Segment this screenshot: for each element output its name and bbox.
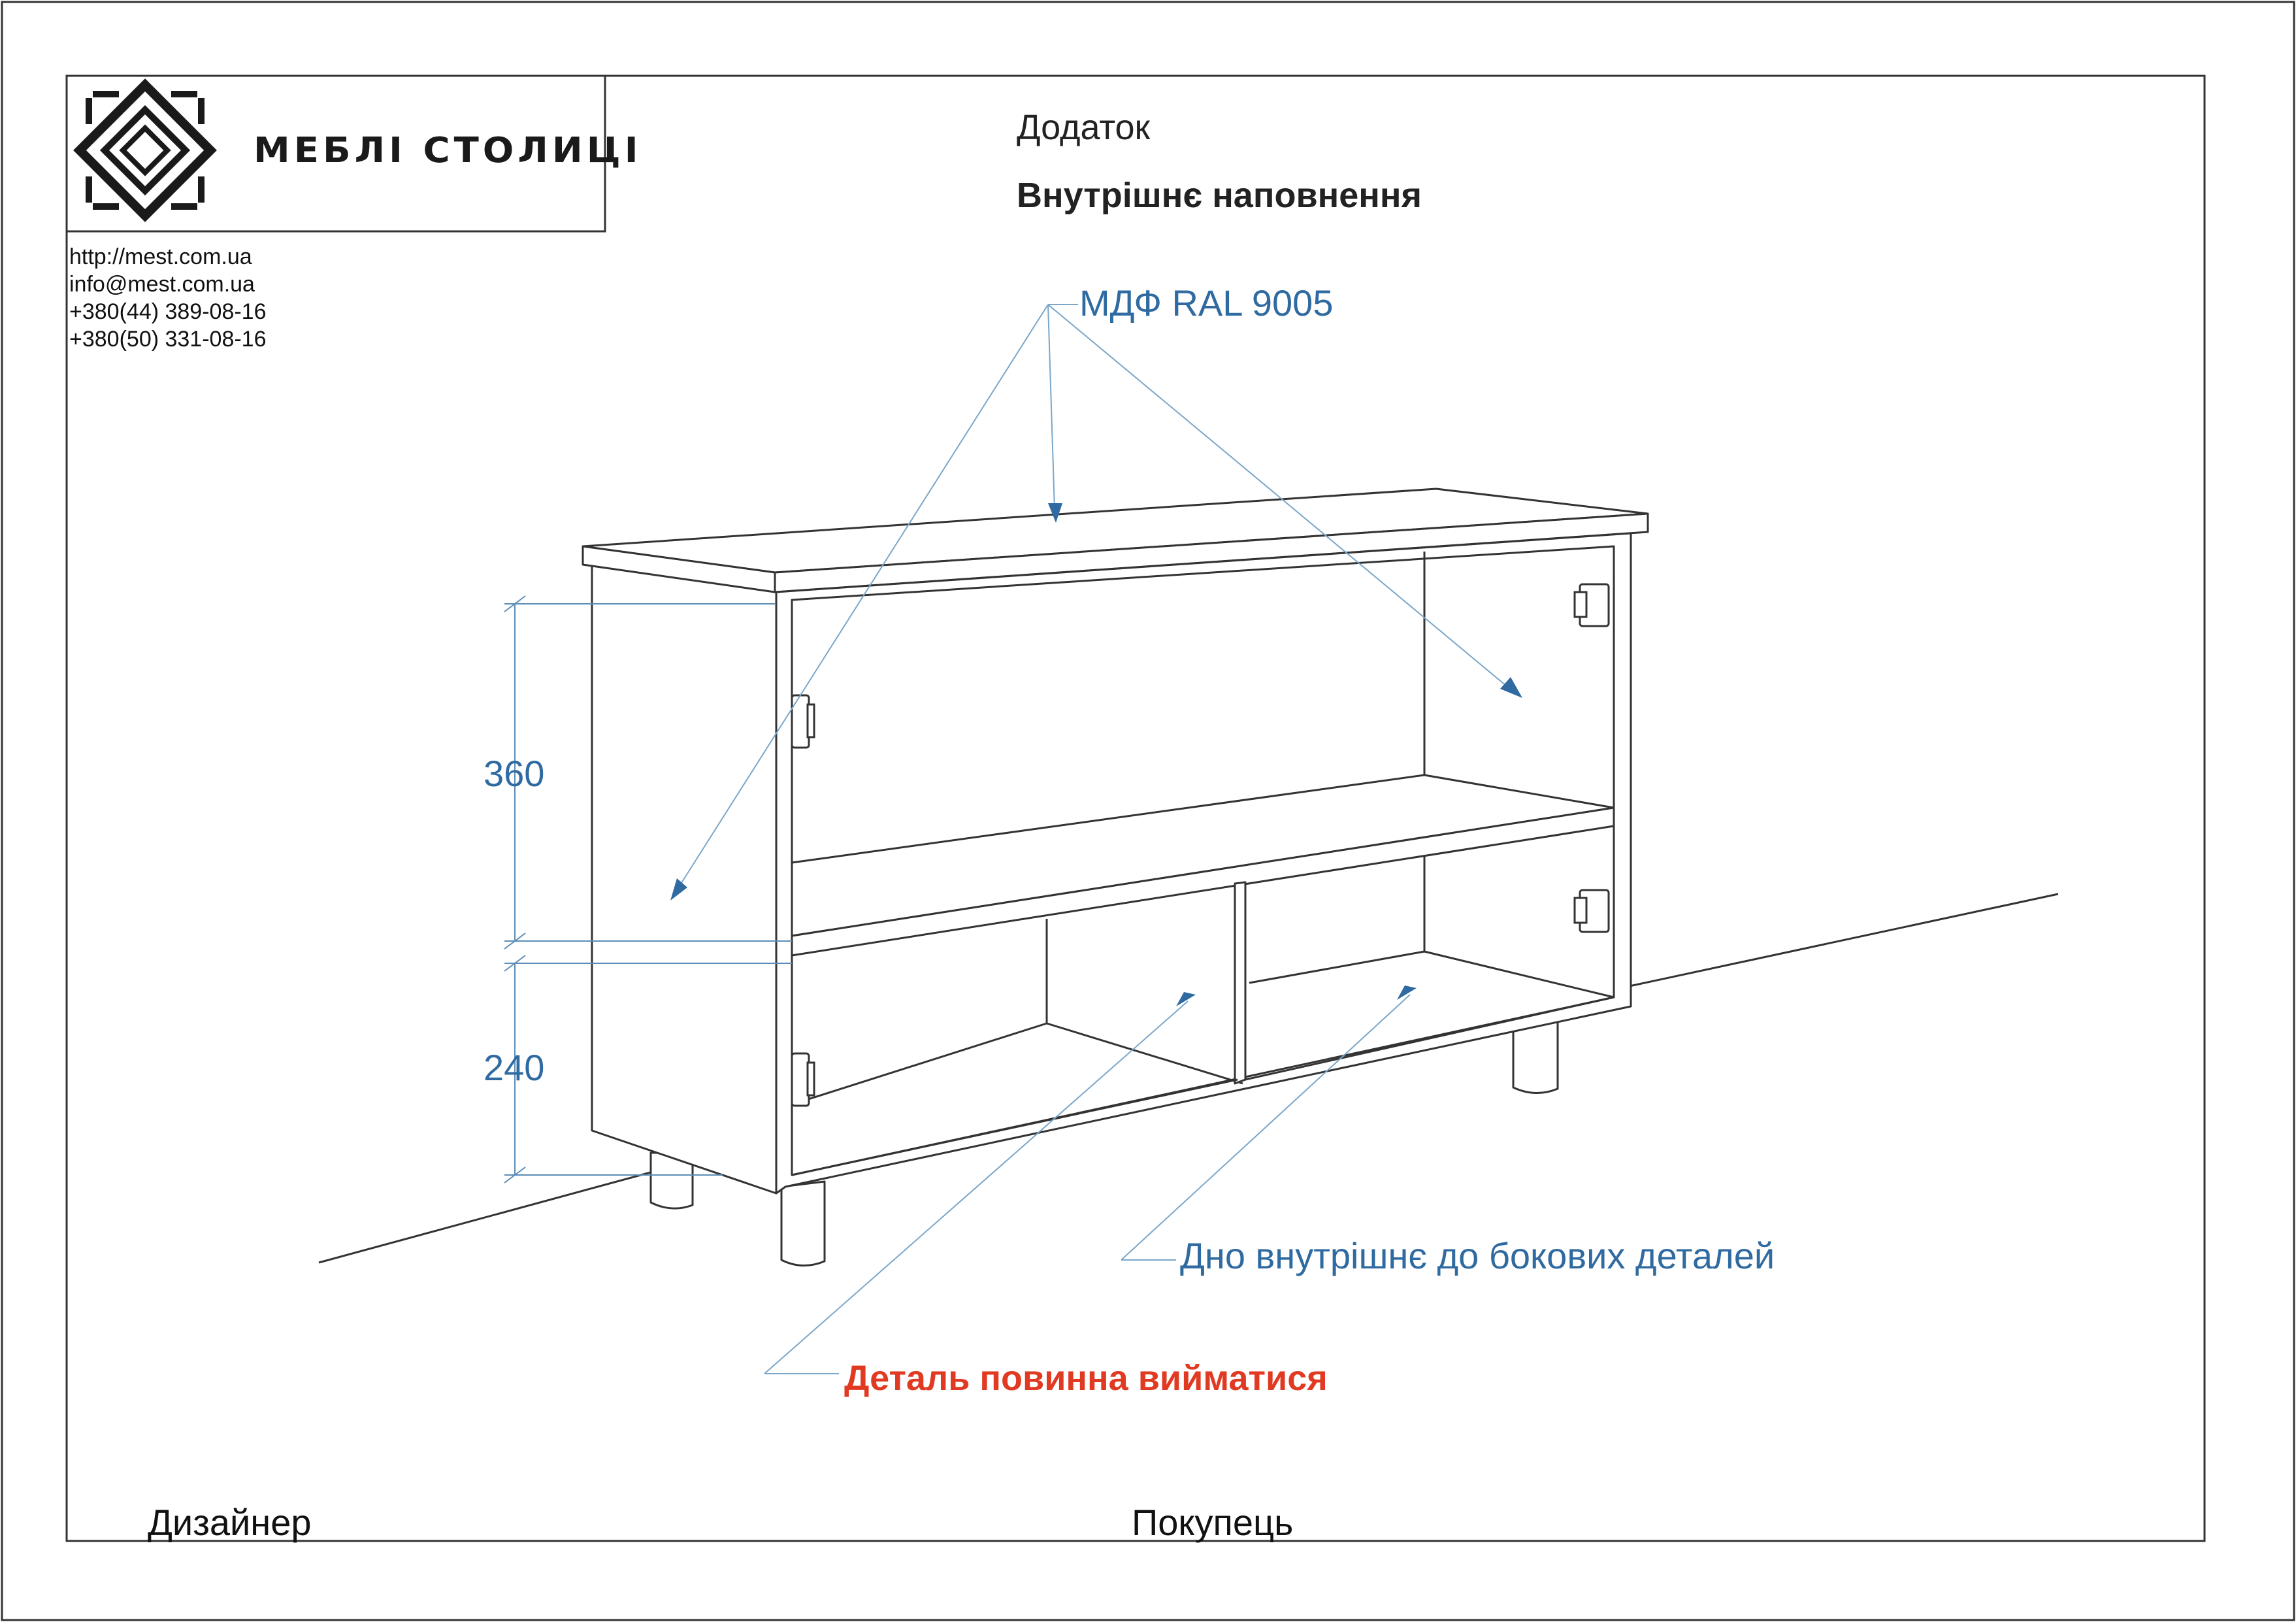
bottom-note: Дно внутрішнє до бокових деталей xyxy=(1180,1235,1775,1276)
buyer-signature-label: Покупець xyxy=(1132,1502,1294,1543)
document-subtitle: Додаток xyxy=(1017,108,1151,147)
document-title: Внутрішнє наповнення xyxy=(1017,176,1422,215)
website-link[interactable]: http://mest.com.ua xyxy=(69,244,252,269)
cabinet xyxy=(583,489,1648,1266)
brand-logo-icon xyxy=(80,85,210,216)
vertical-divider xyxy=(1235,882,1245,1084)
designer-signature-label: Дизайнер xyxy=(148,1502,312,1543)
phone-1: +380(44) 389-08-16 xyxy=(69,299,267,324)
dimension-top-label: 360 xyxy=(484,753,545,794)
brand-name: МЕБЛІ СТОЛИЦІ xyxy=(254,130,642,171)
phone-2: +380(50) 331-08-16 xyxy=(69,327,267,352)
material-label: МДФ RAL 9005 xyxy=(1079,282,1334,323)
dimension-bottom-label: 240 xyxy=(484,1047,545,1088)
removable-note: Деталь повинна вийматися xyxy=(844,1359,1328,1398)
email-link[interactable]: info@mest.com.ua xyxy=(69,272,255,297)
floor-line-right xyxy=(1620,894,2058,988)
leg-front-left xyxy=(781,1182,825,1266)
contacts-block xyxy=(69,243,267,353)
